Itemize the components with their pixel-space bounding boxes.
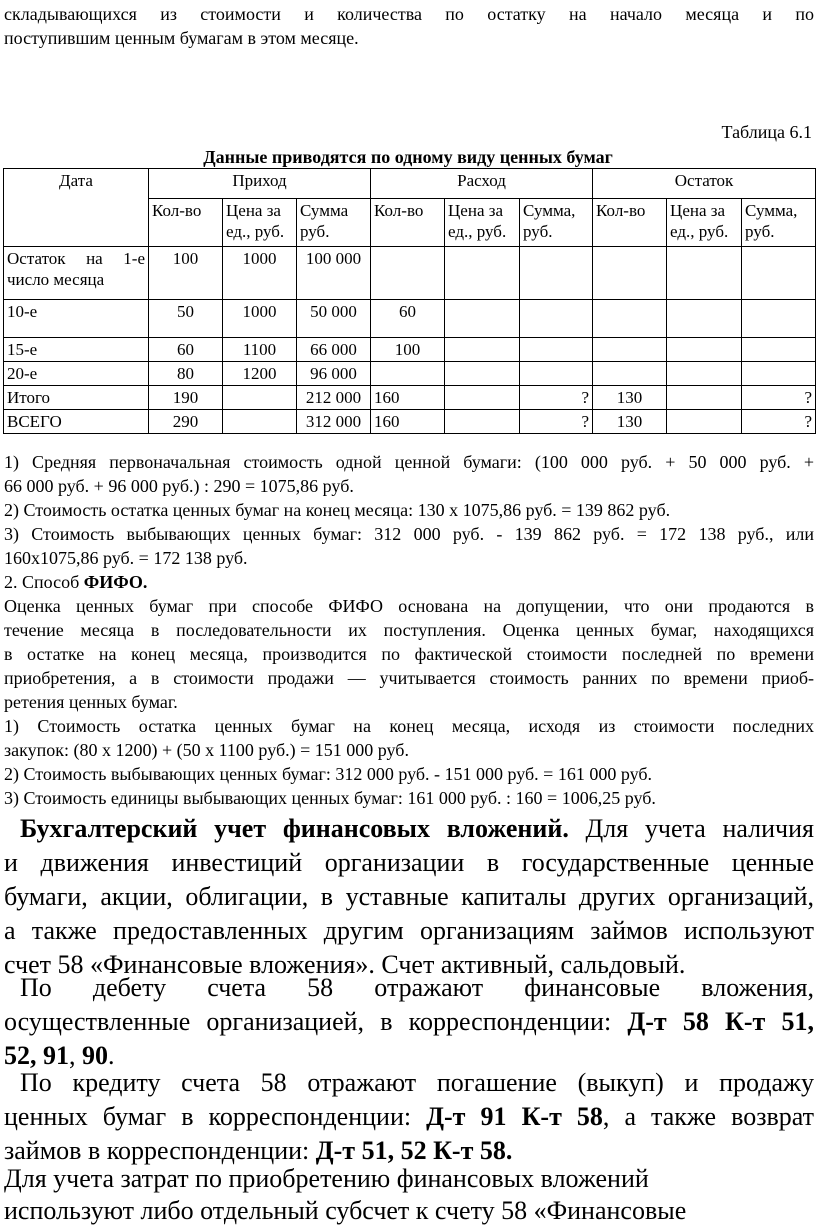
cell: 50	[149, 300, 223, 338]
accounting-p1-line2: и движения инвестиций организации в государственные ценные	[4, 848, 814, 877]
intro-line-2: поступившим ценным бумагам в этом месяце.	[4, 28, 359, 48]
cell-date: Остаток на 1-е число месяца	[4, 247, 149, 300]
table-row-total	[4, 386, 816, 410]
account-correspondence: Д-т 91 К-т 58	[426, 1102, 603, 1131]
accounting-p1-line5: счет 58 «Финансовые вложения». Счет активный, сальдовый.	[4, 950, 686, 979]
table-caption: Таблица 6.1	[721, 122, 812, 142]
cell	[742, 338, 816, 362]
cell	[667, 300, 742, 338]
account-correspondence: 90	[82, 1041, 108, 1070]
calc1-item3-line1: 3) Стоимость выбывающих ценных бумаг: 312 000 руб. - 139 862 руб. = 172 138 руб., или	[4, 524, 814, 544]
cell: 80	[149, 362, 223, 386]
cell	[520, 247, 593, 300]
accounting-p2-line2	[4, 1005, 814, 1039]
cell: 60	[149, 338, 223, 362]
table-row	[4, 362, 816, 386]
fifo-paragraph-line: ретения ценных бумаг.	[4, 692, 178, 712]
text-run: ,	[69, 1041, 82, 1070]
fifo-item1-line1: 1) Стоимость остатка ценных бумаг на конец месяца, исходя из стоимости последних	[4, 716, 814, 736]
accounting-p3-line1: По кредиту счета 58 отражают погашение (выкуп) и продажу	[20, 1068, 814, 1097]
fifo-paragraph-line: течение месяца в последовательности их поступления. Оценка ценных бумаг, находящихся	[4, 620, 814, 640]
cell	[445, 386, 520, 410]
cell	[520, 362, 593, 386]
cell: 160	[371, 386, 445, 410]
table-row	[4, 300, 816, 338]
cell: 100 000	[297, 247, 371, 300]
accounting-heading: Бухгалтерский учет финансовых вложений.	[20, 814, 569, 843]
cell	[667, 338, 742, 362]
subheader-qty: Кол-во	[149, 199, 223, 247]
cell: ?	[520, 386, 593, 410]
cell: 96 000	[297, 362, 371, 386]
cell	[742, 300, 816, 338]
cell	[667, 410, 742, 434]
table-row-grand-total	[4, 410, 816, 434]
text-run: осуществленные организацией, в корреспонденции:	[4, 1007, 628, 1036]
cell: 50 000	[297, 300, 371, 338]
subheader-sum: Сумма, руб.	[520, 199, 593, 247]
text-run: Для учета наличия	[568, 814, 814, 843]
intro-line-1: складывающихся из стоимости и количества по остатку на начало месяца и по	[4, 4, 814, 24]
cell: 1200	[223, 362, 297, 386]
cell: 100	[371, 338, 445, 362]
cell	[520, 300, 593, 338]
cell	[593, 362, 667, 386]
subheader-qty: Кол-во	[593, 199, 667, 247]
text-run: .	[108, 1041, 115, 1070]
cell	[667, 362, 742, 386]
accounting-p1-line3: бумаги, акции, облигации, в уставные капиталы других организаций,	[4, 882, 814, 911]
subheader-price: Цена за ед., руб.	[445, 199, 520, 247]
header-income: Приход	[149, 169, 371, 199]
account-correspondence: 52, 91	[4, 1041, 69, 1070]
table-group-header-row	[4, 169, 816, 199]
fifo-item1-line2: закупок: (80 х 1200) + (50 х 1100 руб.) = 151 000 руб.	[4, 740, 409, 760]
accounting-p1-line4: а также предоставленных другим организациям займов используют	[4, 916, 814, 945]
table-row	[4, 247, 816, 300]
accounting-p4-line2: используют либо отдельный субсчет к счету 58 «Финансовые	[4, 1196, 687, 1225]
account-correspondence: Д-т 51, 52 К-т 58.	[315, 1136, 513, 1165]
calc1-item1-line2: 66 000 руб. + 96 000 руб.) : 290 = 1075,86 руб.	[4, 476, 354, 496]
cell: 130	[593, 410, 667, 434]
text-run: займов в корреспонденции:	[4, 1136, 316, 1165]
cell-date: 20-е	[4, 362, 149, 386]
cell-date: ВСЕГО	[4, 410, 149, 434]
fifo-paragraph-line: приобретения, а в стоимости продажи — учитывается стоимость ранних по времени приоб-	[4, 668, 814, 688]
securities-table	[3, 168, 816, 434]
cell	[593, 338, 667, 362]
cell	[742, 247, 816, 300]
accounting-p4-line1: Для учета затрат по приобретению финансовых вложений	[4, 1164, 649, 1193]
cell-date: 10-е	[4, 300, 149, 338]
accounting-p3-line2	[4, 1100, 814, 1134]
cell	[223, 386, 297, 410]
fifo-heading-prefix: 2. Способ	[4, 572, 84, 592]
account-correspondence: Д-т 58 К-т 51,	[627, 1007, 814, 1036]
cell	[371, 247, 445, 300]
cell: 100	[149, 247, 223, 300]
cell	[593, 300, 667, 338]
cell: ?	[520, 410, 593, 434]
cell: 130	[593, 386, 667, 410]
cell: 1100	[223, 338, 297, 362]
fifo-item2: 2) Стоимость выбывающих ценных бумаг: 312 000 руб. - 151 000 руб. = 161 000 руб.	[4, 764, 653, 784]
calc1-item3-line2: 160х1075,86 руб. = 172 138 руб.	[4, 548, 248, 568]
cell: 1000	[223, 247, 297, 300]
cell: 60	[371, 300, 445, 338]
cell	[667, 386, 742, 410]
cell	[445, 338, 520, 362]
cell	[371, 362, 445, 386]
cell: 190	[149, 386, 223, 410]
header-date: Дата	[4, 169, 149, 247]
fifo-heading-bold: ФИФО.	[83, 572, 148, 592]
text-run: ценных бумаг в корреспонденции:	[4, 1102, 427, 1131]
cell	[445, 410, 520, 434]
cell: 290	[149, 410, 223, 434]
cell	[445, 300, 520, 338]
fifo-paragraph-line: Оценка ценных бумаг при способе ФИФО основана на допущении, что они продаются в	[4, 596, 814, 616]
cell: 160	[371, 410, 445, 434]
header-expense: Расход	[371, 169, 593, 199]
cell	[223, 410, 297, 434]
fifo-heading	[4, 570, 814, 594]
subheader-sum: Сумма, руб.	[742, 199, 816, 247]
subheader-sum: Сумма руб.	[297, 199, 371, 247]
cell	[593, 247, 667, 300]
cell-date: 15-е	[4, 338, 149, 362]
cell	[445, 362, 520, 386]
fifo-paragraph-line: в остатке на конец месяца, производится по фактической стоимости последней по времени	[4, 644, 814, 664]
fifo-item3: 3) Стоимость единицы выбывающих ценных бумаг: 161 000 руб. : 160 = 1006,25 руб.	[4, 788, 656, 808]
cell	[445, 247, 520, 300]
cell	[667, 247, 742, 300]
cell: 66 000	[297, 338, 371, 362]
calc1-item1-line1: 1) Средняя первоначальная стоимость одной ценной бумаги: (100 000 руб. + 50 000 руб. +	[4, 452, 814, 472]
cell: ?	[742, 386, 816, 410]
accounting-p2-line1: По дебету счета 58 отражают финансовые вложения,	[20, 973, 814, 1002]
text-run: , а также возврат	[602, 1102, 814, 1131]
cell	[742, 362, 816, 386]
cell	[520, 338, 593, 362]
cell-date: Итого	[4, 386, 149, 410]
header-balance: Остаток	[593, 169, 816, 199]
subheader-price: Цена за ед., руб.	[223, 199, 297, 247]
subheader-qty: Кол-во	[371, 199, 445, 247]
table-title: Данные приводятся по одному виду ценных бумаг	[203, 147, 613, 167]
cell: ?	[742, 410, 816, 434]
accounting-p1-line1	[4, 812, 814, 846]
cell: 312 000	[297, 410, 371, 434]
cell: 212 000	[297, 386, 371, 410]
cell: 1000	[223, 300, 297, 338]
calc1-item2: 2) Стоимость остатка ценных бумаг на конец месяца: 130 х 1075,86 руб. = 139 862 руб.	[4, 500, 671, 520]
table-row	[4, 338, 816, 362]
subheader-price: Цена за ед., руб.	[667, 199, 742, 247]
